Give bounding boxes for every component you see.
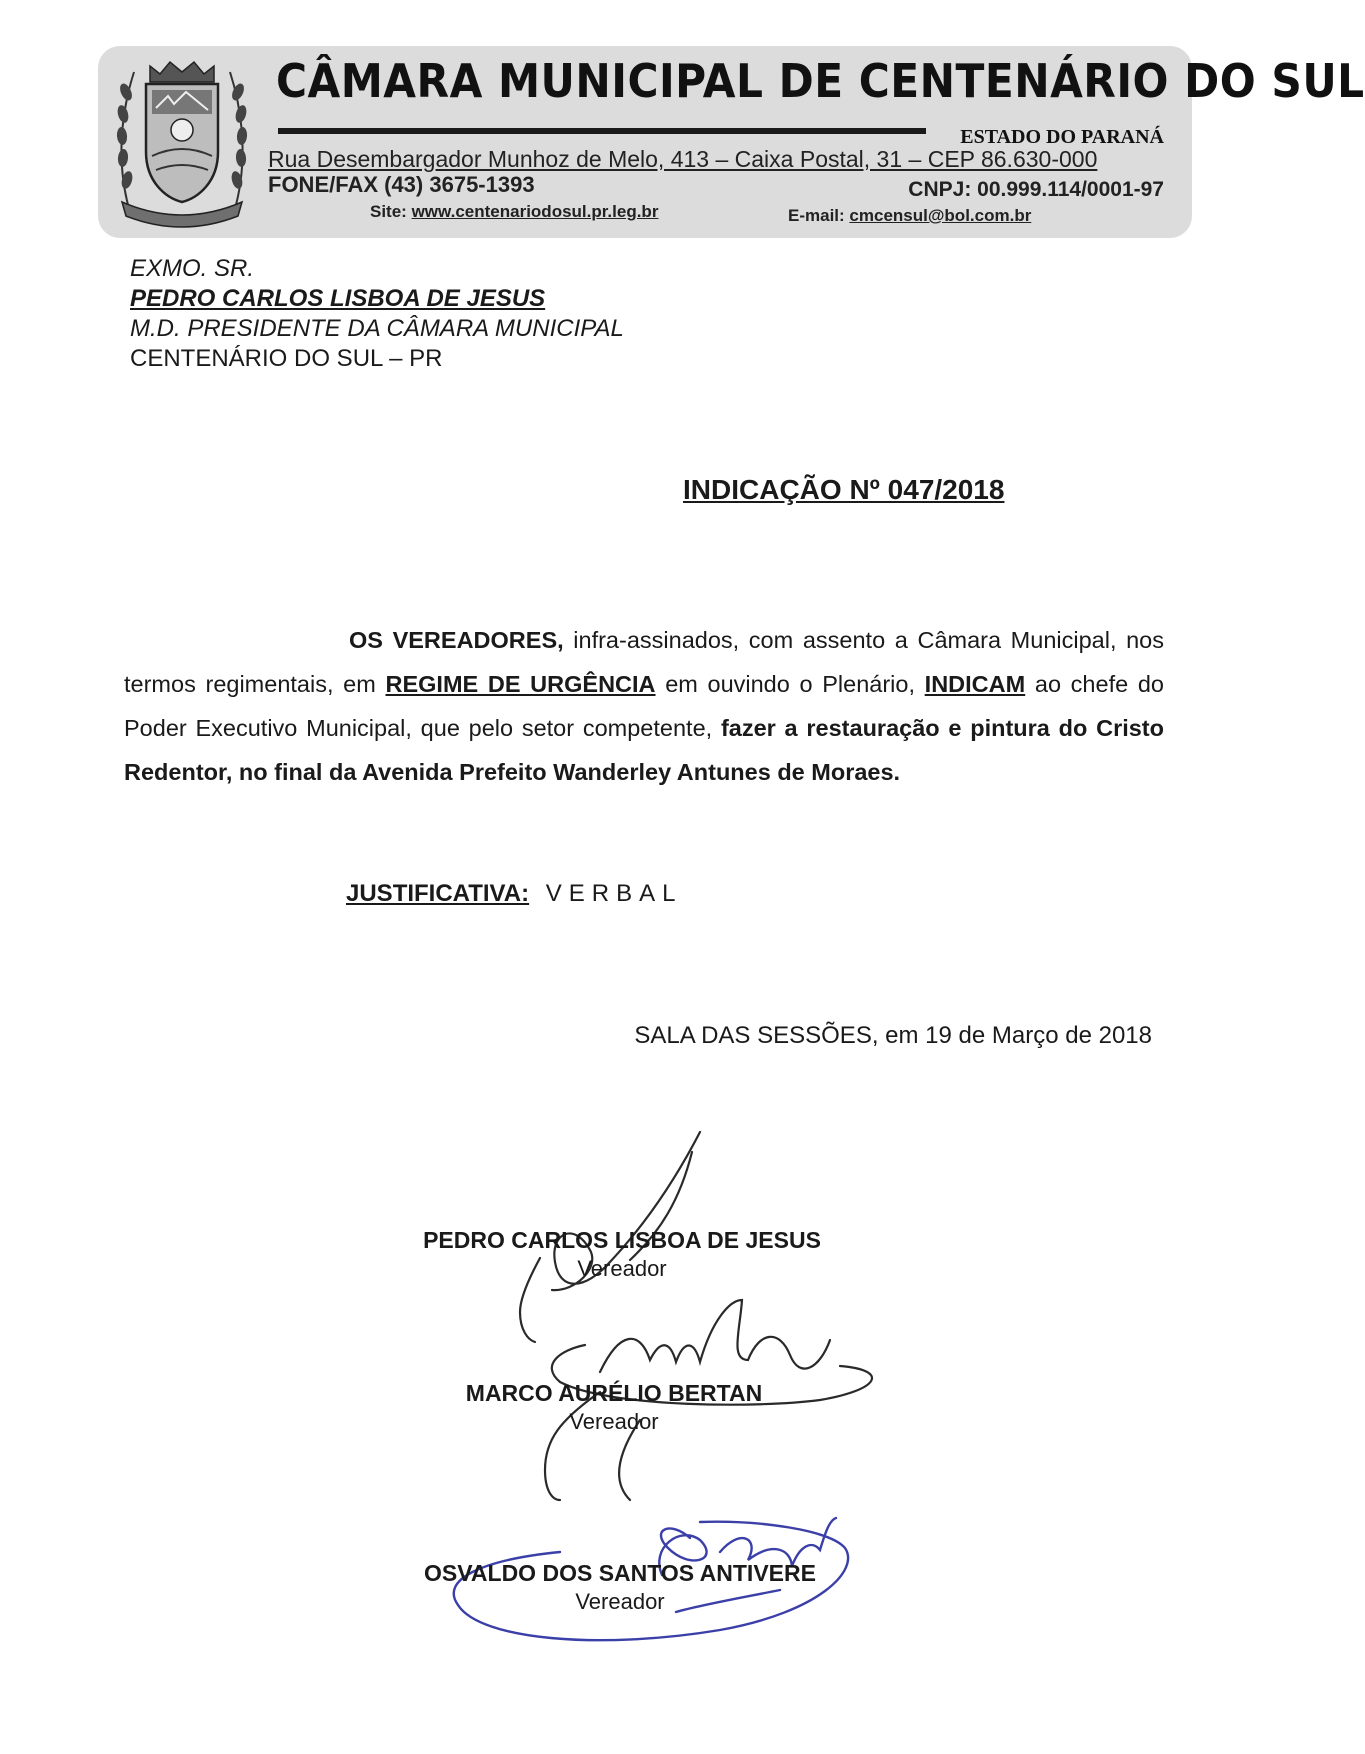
email	[788, 206, 1031, 226]
signatory-role: Vereador	[575, 1589, 665, 1614]
justification-value: VERBAL	[545, 880, 683, 907]
state-name: ESTADO DO PARANÁ	[960, 126, 1164, 148]
body-text-1: infra-assinados, com assento a Câmara Municipal, nos termos regimentais, em	[124, 627, 1164, 697]
email-link[interactable]: cmcensul@bol.com.br	[849, 206, 1032, 225]
signatory-3	[320, 1560, 920, 1615]
phone-fax: FONE/FAX (43) 3675-1393	[268, 172, 535, 197]
signatory-role: Vereador	[577, 1256, 667, 1281]
session-date: SALA DAS SESSÕES, em 19 de Março de 2018	[634, 1022, 1152, 1049]
signatory-name: MARCO AURÉLIO BERTAN	[465, 1380, 763, 1406]
body-text-3: ao chefe do Poder Executivo Municipal, que pelo setor competente,	[124, 671, 1164, 741]
chamber-address: Rua Desembargador Munhoz de Melo, 413 – Caixa Postal, 31 – CEP 86.630-000	[268, 146, 1098, 172]
signatory-role: Vereador	[569, 1409, 659, 1434]
website	[370, 202, 658, 222]
site-label: Site:	[370, 202, 407, 221]
body-subject: OS VEREADORES,	[349, 627, 564, 653]
site-link[interactable]: www.centenariodosul.pr.leg.br	[411, 202, 659, 221]
addressee-block	[130, 254, 624, 374]
cnpj: CNPJ: 00.999.114/0001-97	[908, 178, 1164, 201]
addressee-city: CENTENÁRIO DO SUL – PR	[130, 345, 443, 372]
municipal-crest-icon	[112, 52, 252, 230]
body-regime: REGIME DE URGÊNCIA	[385, 671, 656, 697]
signatory-name: PEDRO CARLOS LISBOA DE JESUS	[423, 1227, 821, 1253]
salutation: EXMO. SR.	[130, 255, 255, 282]
body-text-2: em ouvindo o Plenário,	[655, 671, 925, 697]
signatory-name: OSVALDO DOS SANTOS ANTIVERE	[424, 1560, 816, 1586]
body-indicam: INDICAM	[924, 671, 1026, 697]
email-label: E-mail:	[788, 206, 845, 225]
signatory-2	[314, 1380, 914, 1435]
letterhead	[98, 46, 1365, 238]
justification-label: JUSTIFICATIVA:	[346, 880, 530, 907]
document-title: INDICAÇÃO Nº 047/2018	[683, 474, 1005, 505]
document-body	[124, 618, 1164, 794]
signatory-1	[322, 1227, 922, 1282]
body-request: fazer a restauração e pintura do Cristo Redentor, no final da Avenida Prefeito Wanderley Antunes de Moraes.	[124, 715, 1164, 785]
addressee-position: M.D. PRESIDENTE DA CÂMARA MUNICIPAL	[130, 315, 624, 342]
chamber-name: CÂMARA MUNICIPAL DE CENTENÁRIO DO SUL	[276, 54, 1365, 108]
justification	[346, 880, 683, 908]
addressee-name: PEDRO CARLOS LISBOA DE JESUS	[130, 285, 546, 312]
letterhead-rule	[278, 128, 926, 134]
